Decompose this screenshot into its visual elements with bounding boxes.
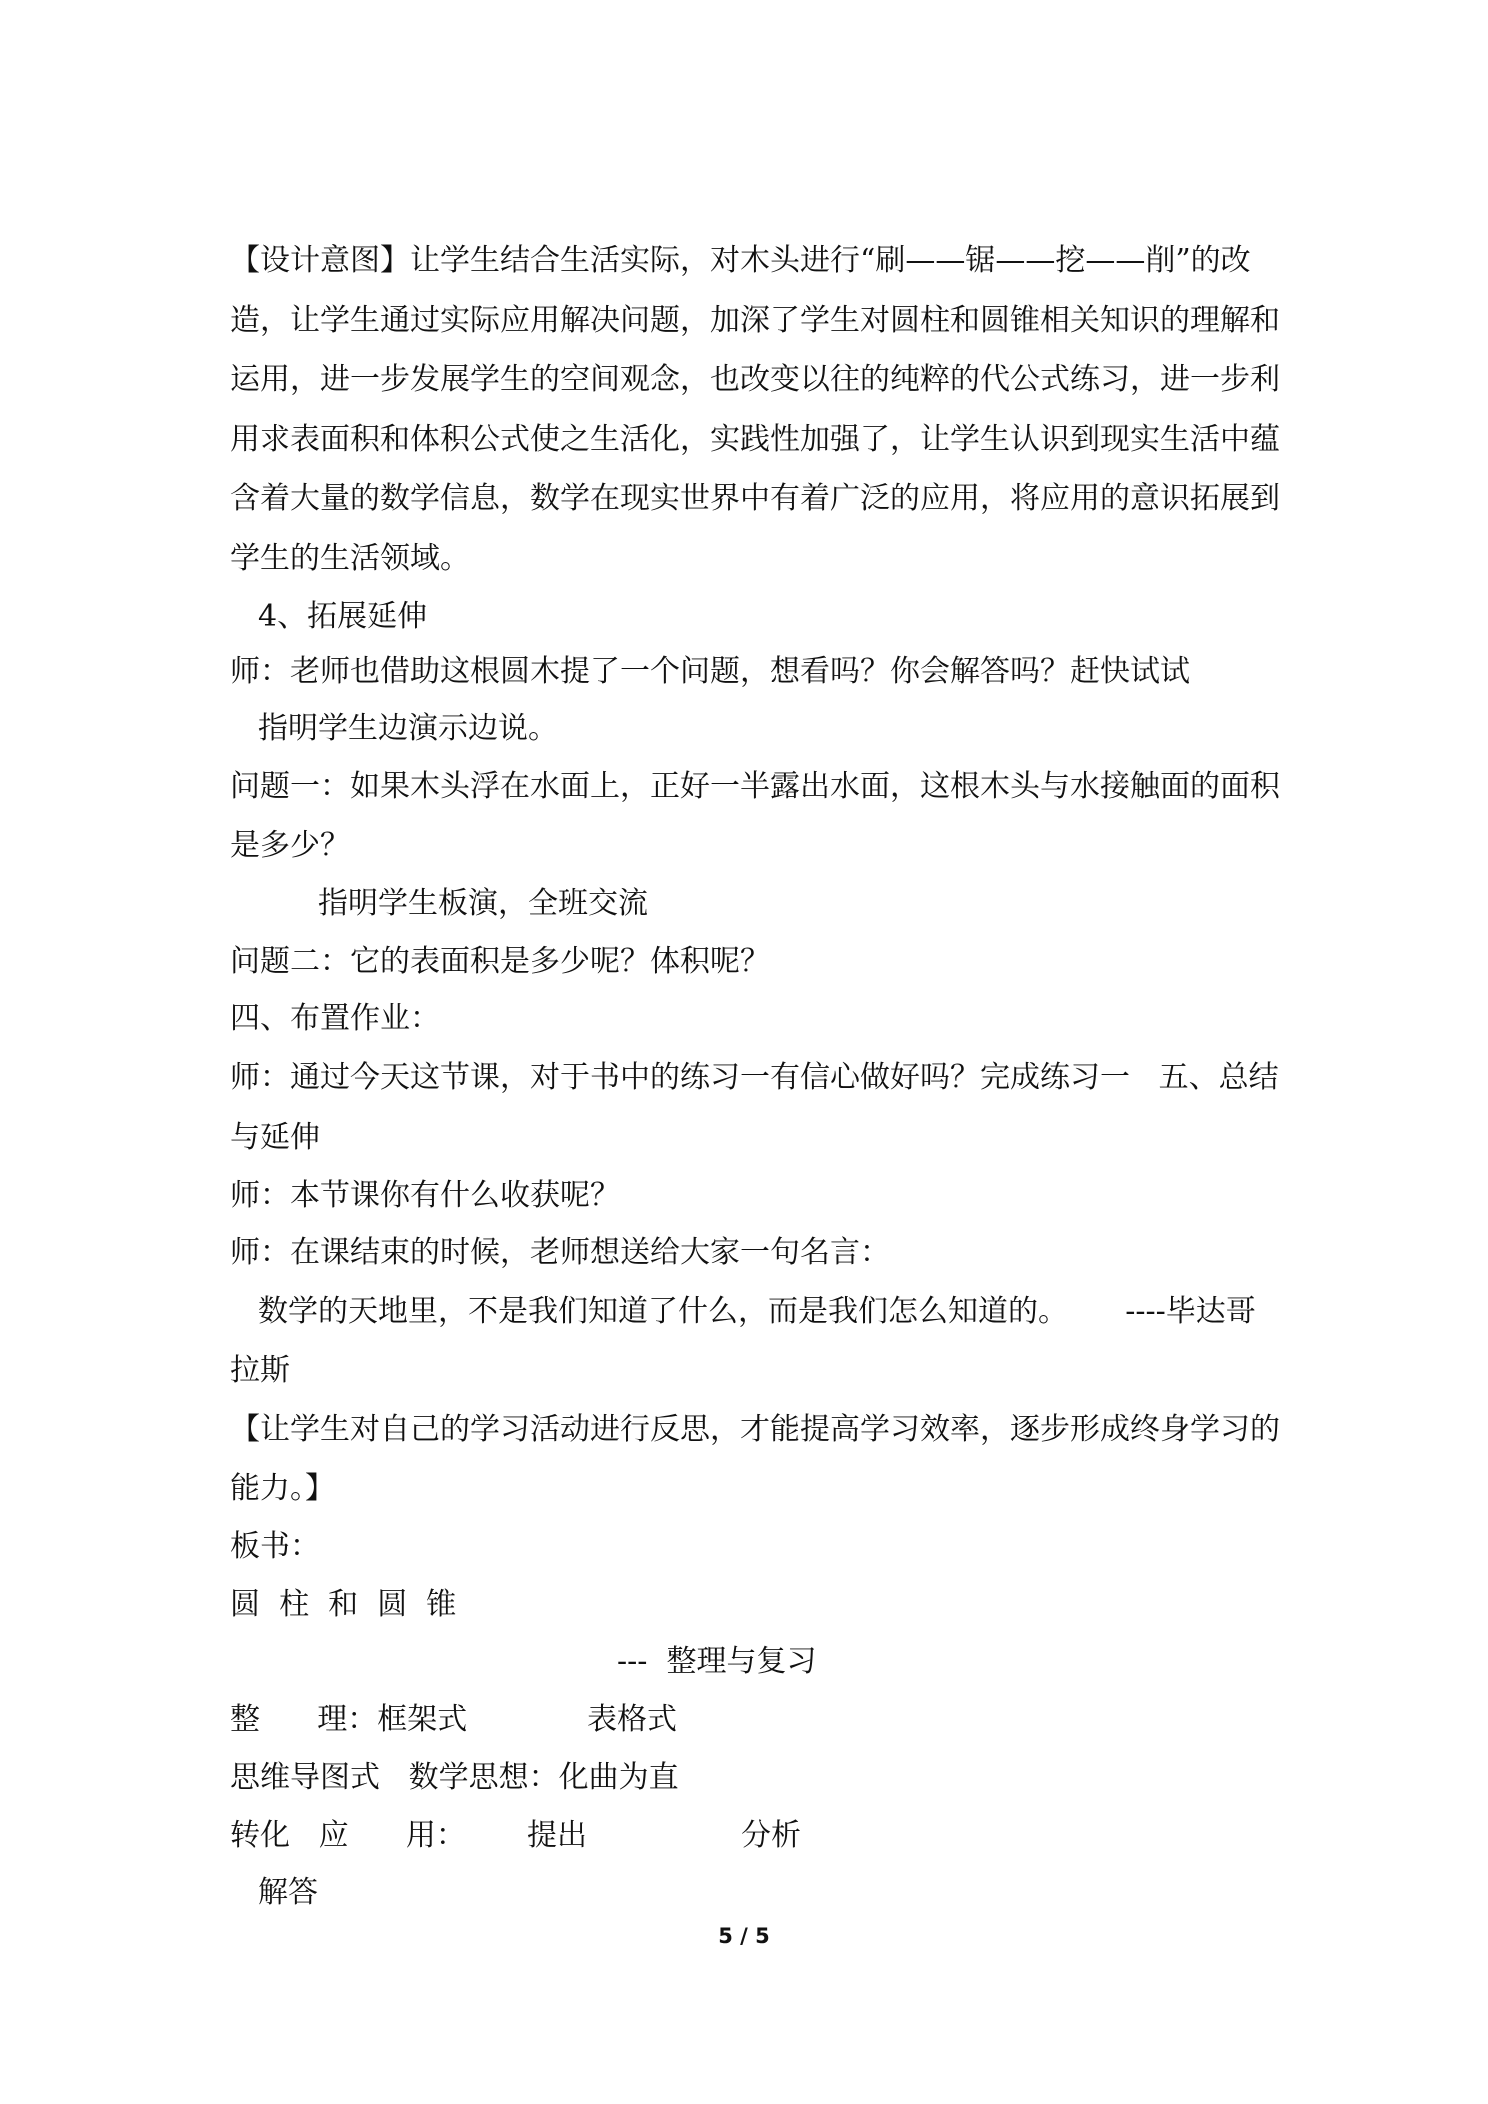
board-title: 圆 柱 和 圆 锥 xyxy=(230,1587,457,1622)
board-row-3-label: 转化 应 用： xyxy=(230,1818,466,1853)
reflection-line-1: 【让学生对自己的学习活动进行反思，才能提高学习效率，逐步形成终身学习的 xyxy=(230,1412,1280,1447)
reflection-line-2: 能力。】 xyxy=(230,1471,335,1506)
board-subtitle: --- 整理与复习 xyxy=(617,1644,817,1679)
question2: 问题二：它的表面积是多少呢？体积呢？ xyxy=(230,944,770,979)
page-number: 5 / 5 xyxy=(718,1924,770,1948)
extension-instruction: 指明学生边演示边说。 xyxy=(258,711,558,746)
homework-line-1: 师：通过今天这节课，对于书中的练习一有信心做好吗？完成练习一 五、总结 xyxy=(230,1060,1279,1095)
question1-line-2: 是多少？ xyxy=(230,828,350,863)
extension-heading: 4、拓展延伸 xyxy=(258,599,428,634)
board-row-1-right: 表格式 xyxy=(587,1702,677,1737)
summary-question-2: 师：在课结束的时候，老师想送给大家一句名言： xyxy=(230,1235,890,1270)
board-row-2: 思维导图式 数学思想：化曲为直 xyxy=(230,1760,679,1795)
design-intent-line-5: 含着大量的数学信息，数学在现实世界中有着广泛的应用，将应用的意识拓展到 xyxy=(230,481,1280,516)
board-row-3-mid: 提出 xyxy=(527,1818,587,1853)
board-row-4: 解答 xyxy=(258,1875,318,1910)
extension-teacher-prompt: 师：老师也借助这根圆木提了一个问题，想看吗？你会解答吗？赶快试试 xyxy=(230,654,1190,689)
design-intent-line-4: 用求表面积和体积公式使之生活化，实践性加强了，让学生认识到现实生活中蕴 xyxy=(230,422,1280,457)
summary-question-1: 师：本节课你有什么收获呢？ xyxy=(230,1178,620,1213)
design-intent-line-6: 学生的生活领域。 xyxy=(230,541,470,576)
design-intent-line-3: 运用，进一步发展学生的空间观念，也改变以往的纯粹的代公式练习，进一步利 xyxy=(230,362,1280,397)
board-row-3-right: 分析 xyxy=(741,1818,801,1853)
question1-line-1: 问题一：如果木头浮在水面上，正好一半露出水面，这根木头与水接触面的面积 xyxy=(230,769,1280,804)
design-intent-line-1: 【设计意图】让学生结合生活实际，对木头进行“刷——锯——挖——削”的改 xyxy=(230,243,1251,278)
homework-heading: 四、布置作业： xyxy=(230,1001,440,1036)
board-label: 板书： xyxy=(230,1529,320,1564)
quote-line-2: 拉斯 xyxy=(230,1353,290,1388)
design-intent-line-2: 造，让学生通过实际应用解决问题，加深了学生对圆柱和圆锥相关知识的理解和 xyxy=(230,303,1280,338)
board-row-1-label: 整 理：框架式 xyxy=(230,1702,468,1737)
homework-line-2: 与延伸 xyxy=(230,1120,320,1155)
quote-line-1: 数学的天地里，不是我们知道了什么，而是我们怎么知道的。 ----毕达哥 xyxy=(258,1294,1256,1329)
board-instruction: 指明学生板演，全班交流 xyxy=(318,886,648,921)
